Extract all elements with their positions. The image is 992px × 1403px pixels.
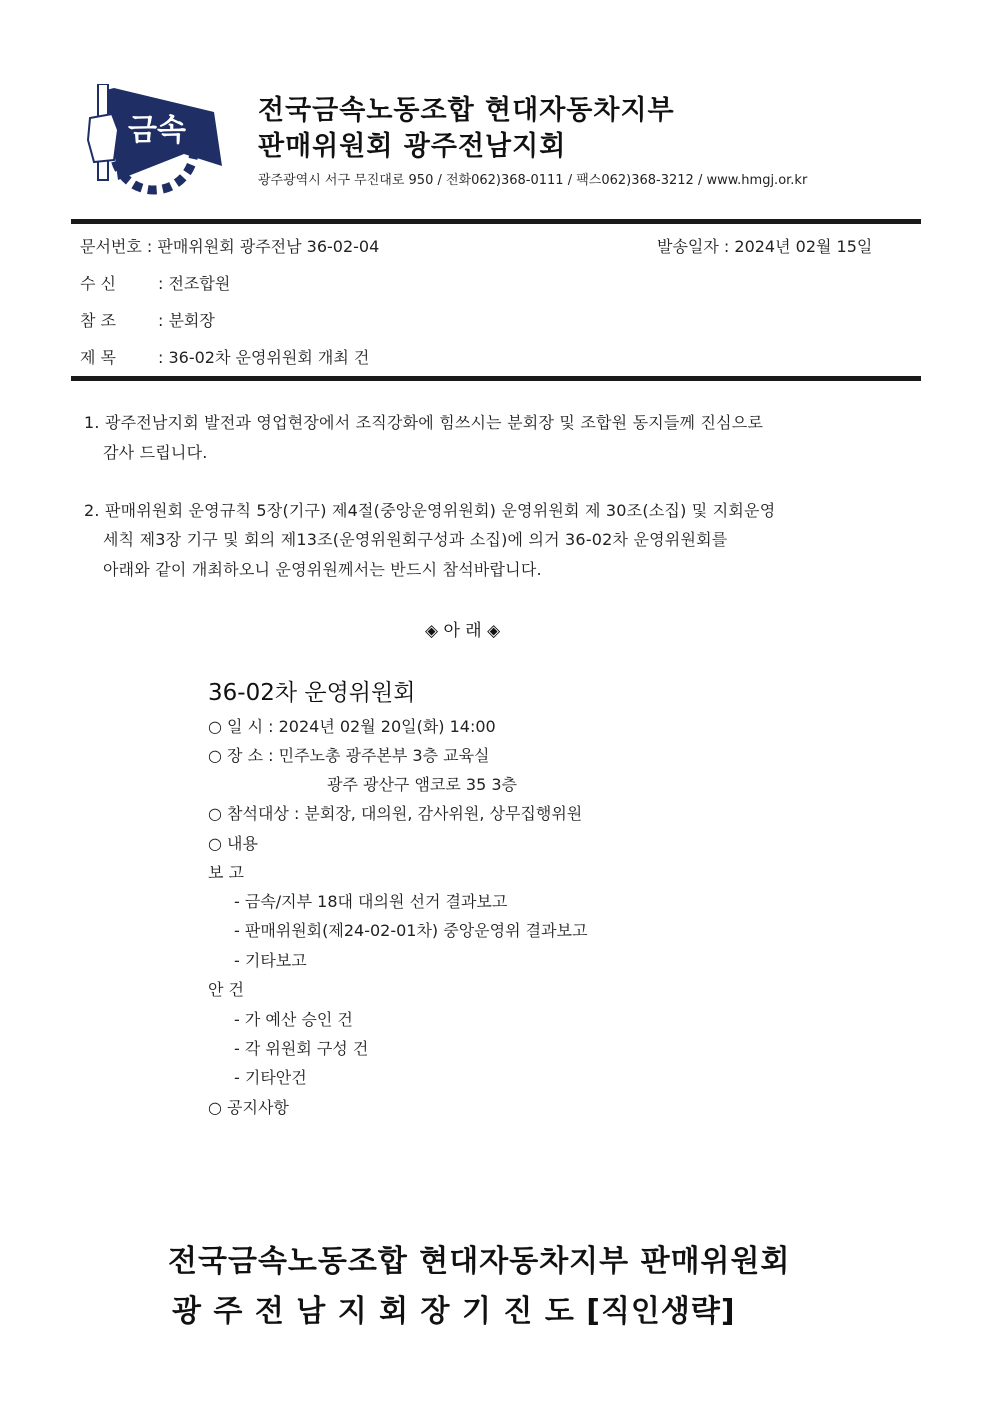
agenda-heading: 36-02차 운영위원회 <box>208 680 416 706</box>
paragraph-2-line-1: 2. 판매위원회 운영규칙 5장(기구) 제4절(중앙운영위원회) 운영위원회 제 30조(소집) 및 지회운영 <box>84 501 776 520</box>
paragraph-2-line-2: 세칙 제3장 기구 및 회의 제13조(운영위원회구성과 소집)에 의거 36-02차 운영위원회를 <box>103 530 728 549</box>
agenda-attendees: ○ 참석대상 : 분회장, 대의원, 감사위원, 상무집행위원 <box>208 804 583 823</box>
section-title: ◈ 아 래 ◈ <box>425 621 501 641</box>
footer-org: 전국금속노동조합 현대자동차지부 판매위원회 <box>168 1244 791 1279</box>
report-item: - 판매위원회(제24-02-01차) 중앙운영위 결과보고 <box>234 921 588 940</box>
agenda-item: - 기타안건 <box>234 1068 307 1087</box>
agenda-items-label: 안 건 <box>208 980 244 999</box>
report-label: 보 고 <box>208 863 244 882</box>
agenda-place: ○ 장 소 : 민주노총 광주본부 3층 교육실 <box>208 746 490 765</box>
report-item: - 기타보고 <box>234 951 307 970</box>
divider-top <box>71 219 921 224</box>
fist-icon <box>88 114 118 162</box>
paragraph-2-line-3: 아래와 같이 개최하오니 운영위원께서는 반드시 참석바랍니다. <box>103 560 542 579</box>
paragraph-1-line-2: 감사 드립니다. <box>103 443 208 462</box>
recipient-label: 수 신 <box>80 274 116 293</box>
subject-label: 제 목 <box>80 348 116 367</box>
union-logo <box>84 84 226 196</box>
agenda-notice: ○ 공지사항 <box>208 1098 289 1117</box>
agenda-item: - 가 예산 승인 건 <box>234 1010 353 1029</box>
svg-text:금속: 금속 <box>128 113 186 148</box>
agenda-date: ○ 일 시 : 2024년 02월 20일(화) 14:00 <box>208 717 496 736</box>
doc-number: 문서번호 : 판매위원회 광주전남 36-02-04 <box>80 237 380 256</box>
cc-value: : 분회장 <box>158 311 215 330</box>
org-title-line2: 판매위원회 광주전남지회 <box>258 131 567 162</box>
agenda-place-detail: 광주 광산구 앰코로 35 3층 <box>327 775 517 794</box>
send-date: 발송일자 : 2024년 02월 15일 <box>657 237 873 256</box>
cc-label: 참 조 <box>80 311 116 330</box>
recipient-value: : 전조합원 <box>158 274 231 293</box>
divider-bottom <box>71 376 921 381</box>
org-title-line1: 전국금속노동조합 현대자동차지부 <box>258 95 675 126</box>
agenda-content: ○ 내용 <box>208 834 258 853</box>
org-address: 광주광역시 서구 무진대로 950 / 전화062)368-0111 / 팩스062)368-3212 / www.hmgj.or.kr <box>258 173 808 188</box>
agenda-item: - 각 위원회 구성 건 <box>234 1039 369 1058</box>
footer-signature: 광 주 전 남 지 회 장 기 진 도 [직인생략] <box>172 1294 736 1329</box>
paragraph-1-line-1: 1. 광주전남지회 발전과 영업현장에서 조직강화에 힘쓰시는 분회장 및 조합원 동지들께 진심으로 <box>84 413 764 432</box>
report-item: - 금속/지부 18대 대의원 선거 결과보고 <box>234 892 508 911</box>
subject-value: : 36-02차 운영위원회 개최 건 <box>158 348 370 367</box>
